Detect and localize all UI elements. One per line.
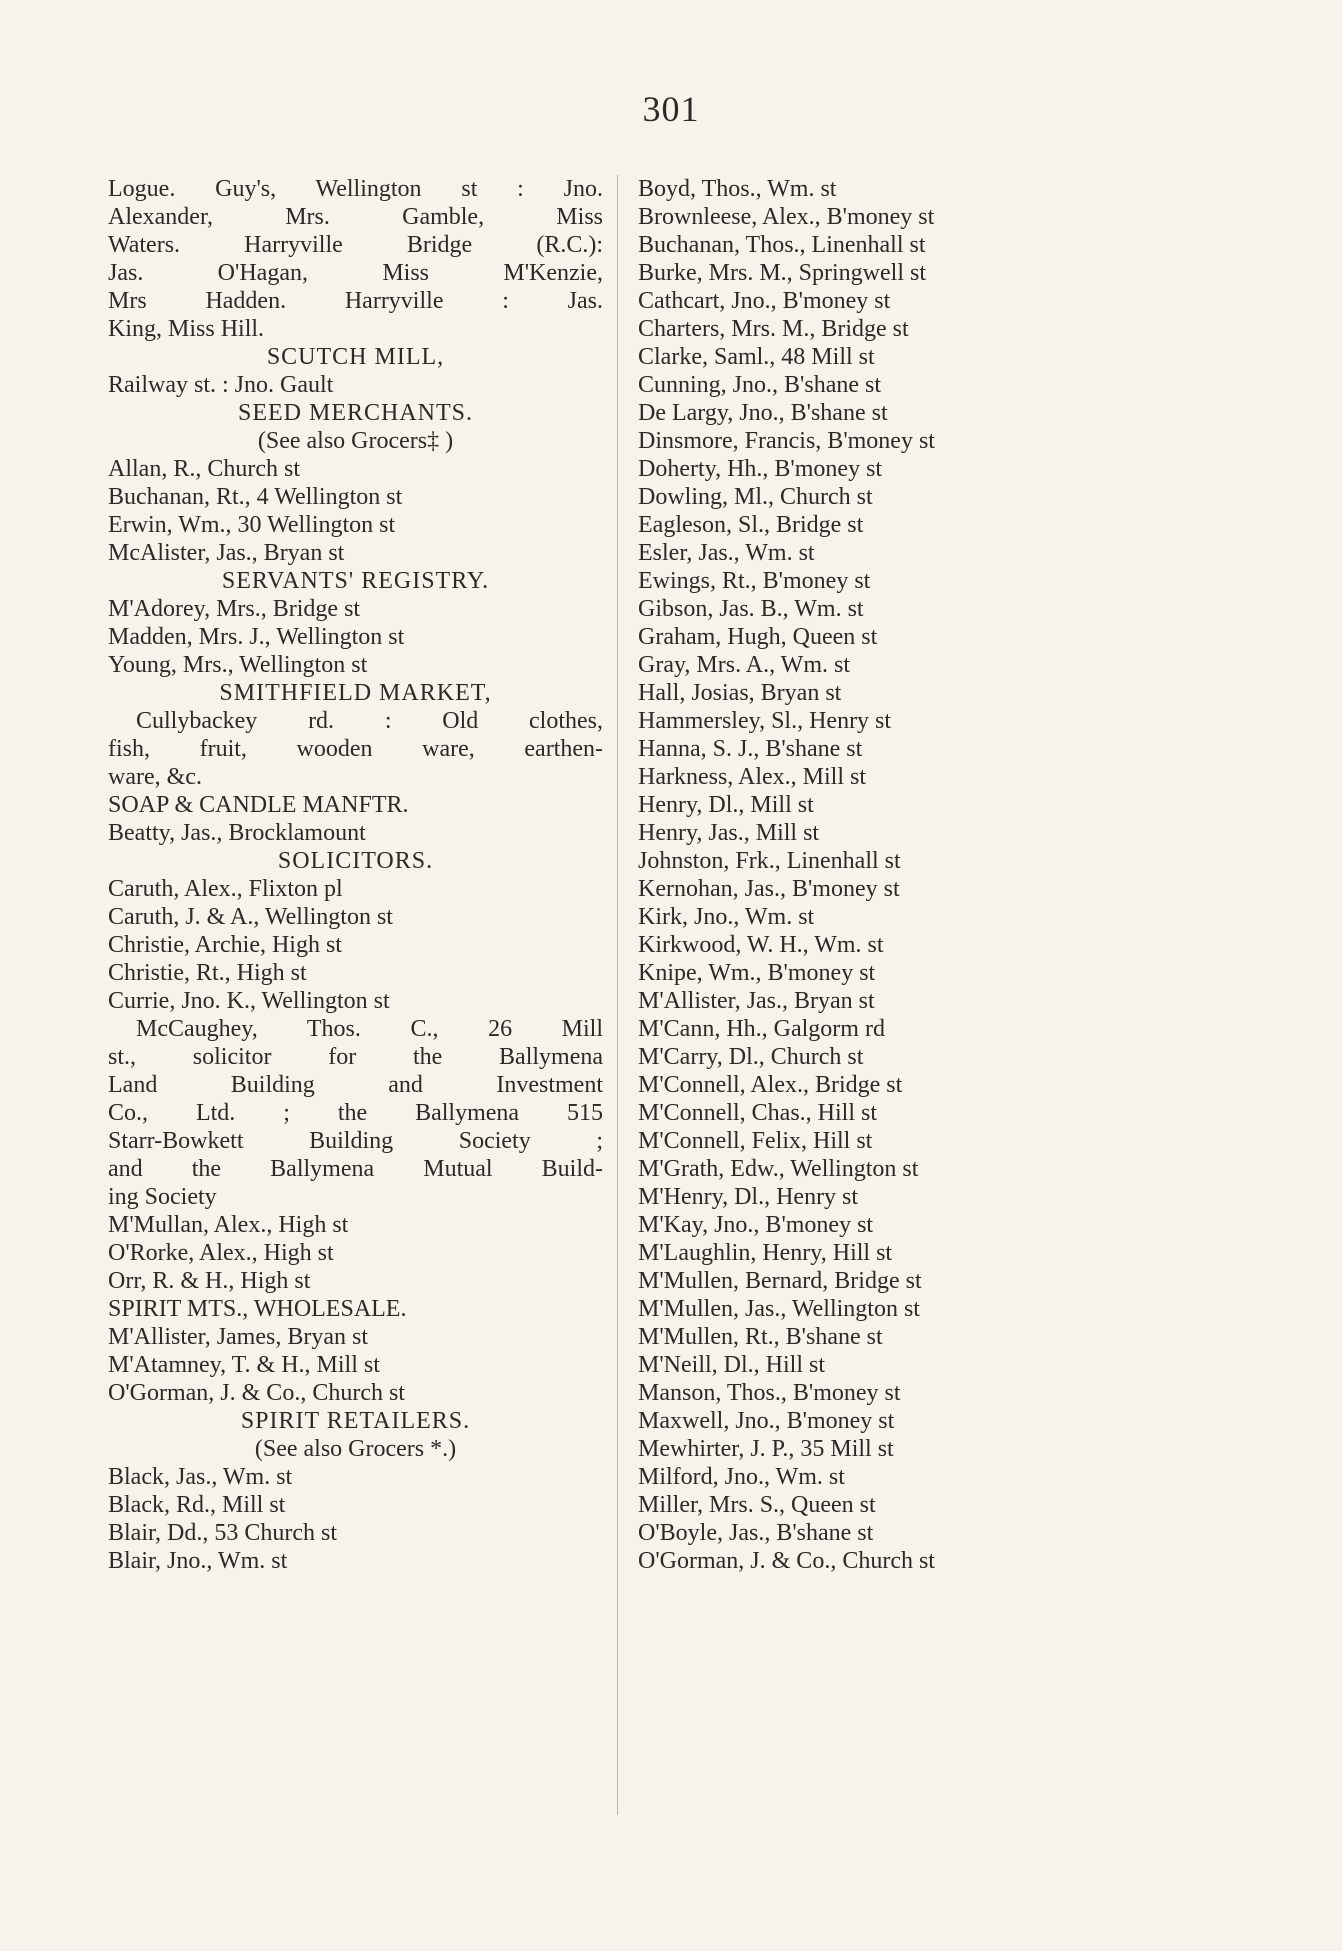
section-heading: SOLICITORS.	[277, 848, 434, 874]
directory-entry: Currie, Jno. K., Wellington st	[108, 988, 390, 1014]
section-heading: SERVANTS' REGISTRY.	[221, 568, 490, 594]
directory-entry: Christie, Archie, High st	[108, 932, 342, 958]
directory-entry: M'Allister, James, Bryan st	[108, 1324, 369, 1350]
directory-entry: M'Grath, Edw., Wellington st	[638, 1156, 919, 1182]
directory-entry: Logue. Guy's, Wellington st : Jno.	[108, 176, 603, 202]
directory-entry: Allan, R., Church st	[108, 456, 300, 482]
directory-entry: Milford, Jno., Wm. st	[638, 1464, 845, 1490]
directory-entry: Johnston, Frk., Linenhall st	[638, 848, 901, 874]
directory-entry: M'Mullen, Jas., Wellington st	[638, 1296, 920, 1322]
directory-entry: Harkness, Alex., Mill st	[638, 764, 866, 790]
directory-entry: M'Kay, Jno., B'money st	[638, 1212, 874, 1238]
directory-entry: Henry, Dl., Mill st	[638, 792, 814, 818]
directory-entry: M'Laughlin, Henry, Hill st	[638, 1240, 893, 1266]
directory-entry: Starr-Bowkett Building Society ;	[108, 1128, 603, 1154]
directory-entry: Christie, Rt., High st	[108, 960, 307, 986]
directory-entry: (See also Grocers *.)	[254, 1436, 457, 1462]
page-number: 301	[642, 89, 700, 129]
directory-entry: Boyd, Thos., Wm. st	[638, 176, 837, 202]
directory-entry: M'Mullen, Rt., B'shane st	[638, 1324, 883, 1350]
directory-entry: (See also Grocers‡ )	[257, 428, 454, 454]
directory-entry: Eagleson, Sl., Bridge st	[638, 512, 864, 538]
directory-entry: Hanna, S. J., B'shane st	[638, 736, 863, 762]
directory-entry: Burke, Mrs. M., Springwell st	[638, 260, 926, 286]
directory-entry: M'Atamney, T. & H., Mill st	[108, 1352, 380, 1378]
directory-entry: M'Carry, Dl., Church st	[638, 1044, 864, 1070]
section-heading: SMITHFIELD MARKET,	[219, 680, 492, 706]
directory-entry: Mewhirter, J. P., 35 Mill st	[638, 1436, 894, 1462]
directory-entry: Maxwell, Jno., B'money st	[638, 1408, 895, 1434]
directory-entry: Cullybackey rd. : Old clothes,	[136, 708, 603, 734]
directory-entry: O'Gorman, J. & Co., Church st	[108, 1380, 405, 1406]
directory-entry: SPIRIT MTS., WHOLESALE.	[108, 1296, 407, 1322]
directory-entry: Blair, Jno., Wm. st	[108, 1548, 288, 1574]
directory-entry: Graham, Hugh, Queen st	[638, 624, 878, 650]
directory-entry: st., solicitor for the Ballymena	[108, 1044, 603, 1070]
directory-entry: Ewings, Rt., B'money st	[638, 568, 871, 594]
directory-entry: Jas. O'Hagan, Miss M'Kenzie,	[108, 260, 603, 286]
directory-entry: McCaughey, Thos. C., 26 Mill	[136, 1016, 603, 1042]
directory-entry: Black, Rd., Mill st	[108, 1492, 286, 1518]
directory-entry: Mrs Hadden. Harryville : Jas.	[108, 288, 603, 314]
directory-entry: Hammersley, Sl., Henry st	[638, 708, 892, 734]
directory-entry: Charters, Mrs. M., Bridge st	[638, 316, 909, 342]
directory-entry: Blair, Dd., 53 Church st	[108, 1520, 338, 1546]
directory-entry: De Largy, Jno., B'shane st	[638, 400, 888, 426]
directory-entry: Kernohan, Jas., B'money st	[638, 876, 900, 902]
section-heading: SEED MERCHANTS.	[237, 400, 474, 426]
directory-entry: Black, Jas., Wm. st	[108, 1464, 293, 1490]
directory-entry: M'Mullen, Bernard, Bridge st	[638, 1268, 922, 1294]
section-heading: SCUTCH MILL,	[266, 344, 445, 370]
directory-entry: Co., Ltd. ; the Ballymena 515	[108, 1100, 603, 1126]
directory-entry: King, Miss Hill.	[108, 316, 265, 342]
directory-entry: Railway st. : Jno. Gault	[108, 372, 334, 398]
left-column	[108, 175, 603, 1575]
directory-entry: O'Rorke, Alex., High st	[108, 1240, 334, 1266]
directory-entry: M'Connell, Chas., Hill st	[638, 1100, 878, 1126]
directory-entry: Manson, Thos., B'money st	[638, 1380, 901, 1406]
directory-entry: Gray, Mrs. A., Wm. st	[638, 652, 850, 678]
right-column	[638, 175, 1098, 1575]
directory-entry: McAlister, Jas., Bryan st	[108, 540, 345, 566]
directory-entry: SOAP & CANDLE MANFTR.	[108, 792, 409, 818]
directory-entry: Miller, Mrs. S., Queen st	[638, 1492, 876, 1518]
directory-entry: Kirk, Jno., Wm. st	[638, 904, 815, 930]
directory-entry: Buchanan, Thos., Linenhall st	[638, 232, 926, 258]
directory-entry: Buchanan, Rt., 4 Wellington st	[108, 484, 403, 510]
directory-entry: Kirkwood, W. H., Wm. st	[638, 932, 884, 958]
directory-entry: Cunning, Jno., B'shane st	[638, 372, 881, 398]
directory-entry: M'Henry, Dl., Henry st	[638, 1184, 859, 1210]
directory-entry: M'Allister, Jas., Bryan st	[638, 988, 875, 1014]
directory-entry: M'Adorey, Mrs., Bridge st	[108, 596, 361, 622]
directory-entry: M'Neill, Dl., Hill st	[638, 1352, 825, 1378]
directory-entry: Land Building and Investment	[108, 1072, 603, 1098]
directory-entry: M'Cann, Hh., Galgorm rd	[638, 1016, 885, 1042]
directory-entry: O'Boyle, Jas., B'shane st	[638, 1520, 874, 1546]
directory-entry: M'Connell, Felix, Hill st	[638, 1128, 873, 1154]
directory-entry: Dinsmore, Francis, B'money st	[638, 428, 935, 454]
directory-entry: Madden, Mrs. J., Wellington st	[108, 624, 405, 650]
directory-entry: Young, Mrs., Wellington st	[108, 652, 368, 678]
column-divider	[617, 175, 618, 1815]
directory-entry: Alexander, Mrs. Gamble, Miss	[108, 204, 603, 230]
directory-entry: Waters. Harryville Bridge (R.C.):	[108, 232, 603, 258]
directory-entry: Cathcart, Jno., B'money st	[638, 288, 891, 314]
directory-entry: and the Ballymena Mutual Build-	[108, 1156, 603, 1182]
section-heading: SPIRIT RETAILERS.	[240, 1408, 471, 1434]
directory-entry: Brownleese, Alex., B'money st	[638, 204, 935, 230]
directory-entry: Dowling, Ml., Church st	[638, 484, 873, 510]
directory-entry: fish, fruit, wooden ware, earthen-	[108, 736, 603, 762]
directory-entry: Clarke, Saml., 48 Mill st	[638, 344, 875, 370]
directory-entry: Orr, R. & H., High st	[108, 1268, 311, 1294]
directory-entry: Gibson, Jas. B., Wm. st	[638, 596, 864, 622]
directory-entry: ware, &c.	[108, 764, 202, 790]
directory-entry: O'Gorman, J. & Co., Church st	[638, 1548, 935, 1574]
directory-entry: Caruth, Alex., Flixton pl	[108, 876, 343, 902]
directory-entry: Erwin, Wm., 30 Wellington st	[108, 512, 396, 538]
directory-entry: Beatty, Jas., Brocklamount	[108, 820, 366, 846]
directory-entry: Knipe, Wm., B'money st	[638, 960, 876, 986]
directory-entry: Hall, Josias, Bryan st	[638, 680, 842, 706]
directory-entry: Caruth, J. & A., Wellington st	[108, 904, 393, 930]
directory-entry: Henry, Jas., Mill st	[638, 820, 820, 846]
directory-entry: ing Society	[108, 1184, 217, 1210]
directory-entry: M'Connell, Alex., Bridge st	[638, 1072, 903, 1098]
directory-entry: M'Mullan, Alex., High st	[108, 1212, 349, 1238]
directory-entry: Doherty, Hh., B'money st	[638, 456, 883, 482]
directory-entry: Esler, Jas., Wm. st	[638, 540, 815, 566]
